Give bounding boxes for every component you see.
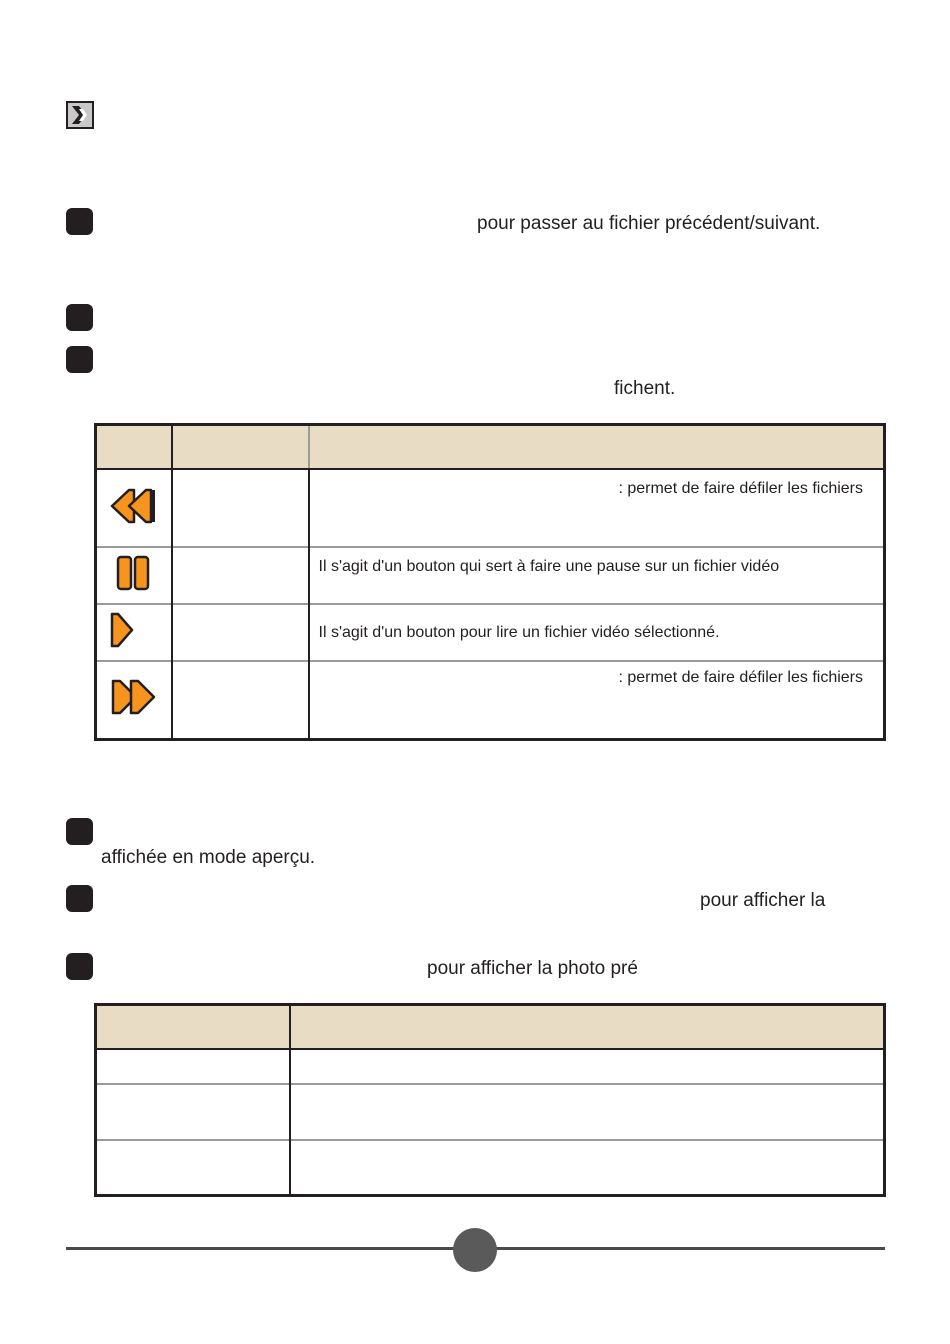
- description-cell: [290, 1084, 885, 1140]
- table-row: [96, 1140, 885, 1195]
- description-cell: Il s'agit d'un bouton pour lire un fichier vidéo sélectionné.: [309, 604, 885, 661]
- description-cell: : permet de faire défiler les fichiers: [618, 480, 863, 497]
- rewind-icon: [109, 486, 159, 526]
- description-cell: : permet de faire défiler les fichiers: [309, 661, 885, 739]
- name-cell: [96, 1049, 290, 1084]
- icon-cell: [96, 604, 172, 661]
- icon-cell: [96, 469, 172, 547]
- description-cell: [290, 1140, 885, 1195]
- name-cell: [172, 661, 309, 739]
- step-1-text: pour passer au fichier précédent/suivant.: [477, 213, 821, 234]
- header-cell-description: [290, 1005, 885, 1050]
- chevron-right-boxed-icon: [66, 101, 94, 129]
- step-4-text: affichée en mode aperçu.: [101, 847, 316, 868]
- step-bullet-1: [66, 208, 93, 235]
- page-number-badge: [453, 1228, 497, 1272]
- description-cell: Il s'agit d'un bouton qui sert à faire une pause sur un fichier vidéo: [309, 547, 885, 604]
- icon-cell: [96, 547, 172, 604]
- photo-controls-table: [94, 1003, 886, 1197]
- name-cell: [172, 547, 309, 604]
- table-header-row: [96, 425, 885, 470]
- fast-forward-icon: [109, 677, 159, 717]
- header-cell-name: [172, 425, 309, 470]
- name-cell: [172, 469, 309, 547]
- step-6-text: pour afficher la photo pré: [427, 958, 638, 979]
- table-row: [96, 547, 885, 604]
- description-cell: [290, 1049, 885, 1084]
- table-header-row: [96, 1005, 885, 1050]
- name-cell: [172, 604, 309, 661]
- pause-icon: [114, 553, 154, 593]
- step-3-text: fichent.: [614, 378, 676, 399]
- table-row: [96, 1049, 885, 1084]
- video-controls-table: [94, 423, 886, 741]
- step-bullet-6: [66, 953, 93, 980]
- table-row: [96, 604, 885, 661]
- header-cell-icon: [96, 425, 172, 470]
- step-bullet-4: [66, 818, 93, 845]
- step-bullet-5: [66, 885, 93, 912]
- play-icon: [104, 610, 144, 650]
- table-row: [96, 469, 885, 547]
- name-cell: [96, 1140, 290, 1195]
- table-row: [96, 661, 885, 739]
- table-row: [96, 1084, 885, 1140]
- step-bullet-2: [66, 304, 93, 331]
- icon-cell: [96, 661, 172, 739]
- header-cell-name: [96, 1005, 290, 1050]
- name-cell: [96, 1084, 290, 1140]
- step-bullet-3: [66, 346, 93, 373]
- step-5-text: pour afficher la: [700, 890, 826, 911]
- header-cell-description: [309, 425, 885, 470]
